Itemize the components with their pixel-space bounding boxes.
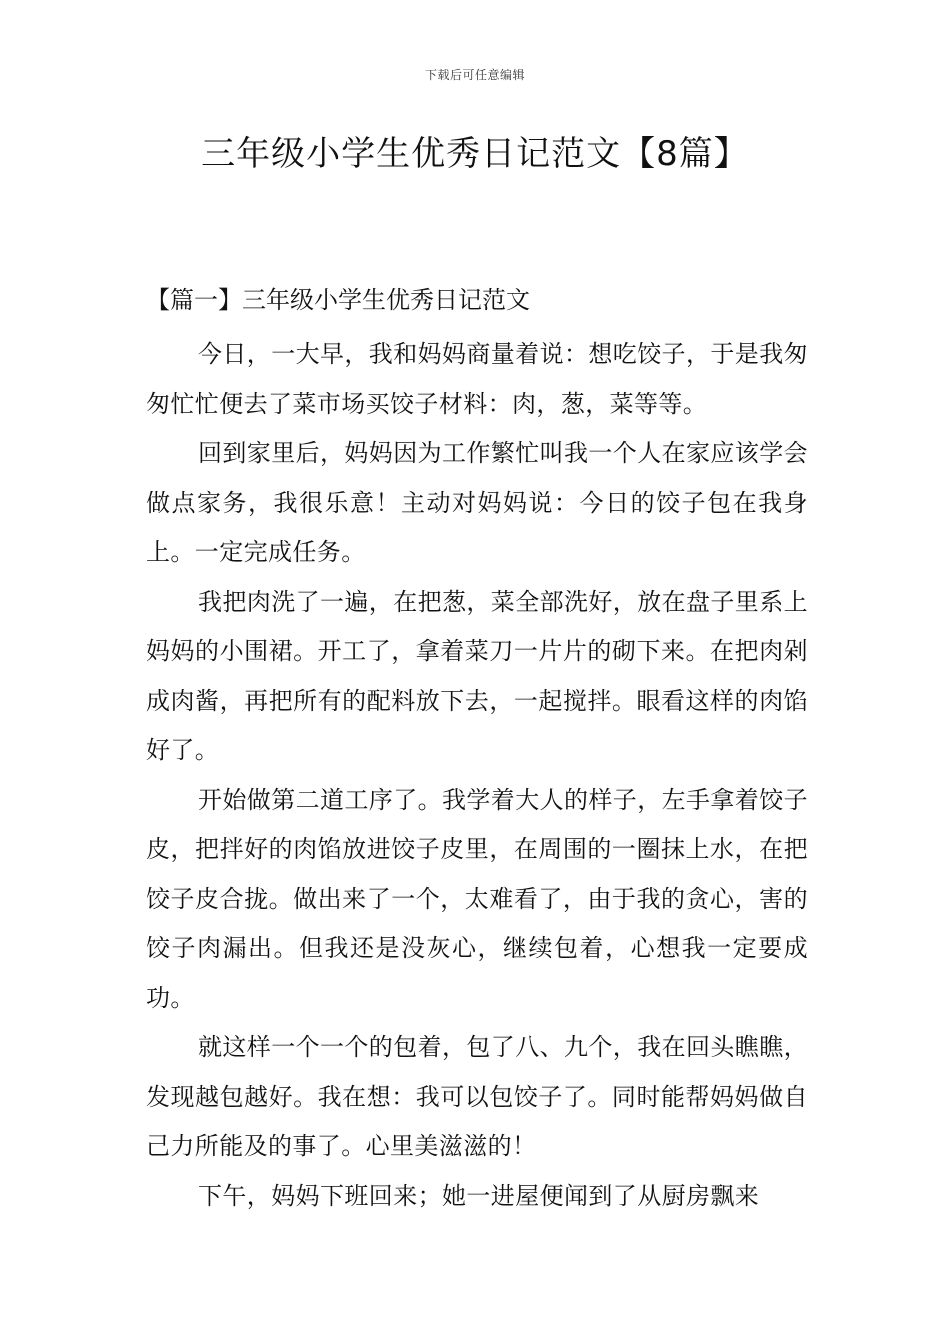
paragraph: 开始做第二道工序了。我学着大人的样子，左手拿着饺子皮，把拌好的肉馅放进饺子皮里，在周围的一圈抹上水，在把饺子皮合拢。做出来了一个，太难看了，由于我的贪心，害的饺子肉漏出。但我还是没灰心，继续包着，心想我一定要成功。 [146,785,808,1012]
paragraph: 下午，妈妈下班回来；她一进屋便闻到了从厨房飘来 [198,1181,760,1210]
header-note: 下载后可任意编辑 [424,68,525,82]
document-title: 三年级小学生优秀日记范文【8篇】 [201,134,749,174]
paragraph: 我把肉洗了一遍，在把葱，菜全部洗好，放在盘子里系上妈妈的小围裙。开工了，拿着菜刀一片片的砌下来。在把肉剁成肉酱，再把所有的配料放下去，一起搅拌。眼看这样的肉馅好了。 [146,587,808,764]
paragraph: 今日，一大早，我和妈妈商量着说：想吃饺子，于是我匆匆忙忙便去了菜市场买饺子材料：肉，葱，菜等等。 [146,340,808,418]
document-body [146,280,808,1221]
paragraph: 就这样一个一个的包着，包了八、九个，我在回头瞧瞧，发现越包越好。我在想：我可以包饺子了。同时能帮妈妈做自己力所能及的事了。心里美滋滋的！ [146,1033,808,1160]
section-heading: 【篇一】三年级小学生优秀日记范文 [146,286,530,314]
paragraph: 回到家里后，妈妈因为工作繁忙叫我一个人在家应该学会做点家务，我很乐意！主动对妈妈说：今日的饺子包在我身上。一定完成任务。 [146,439,808,566]
